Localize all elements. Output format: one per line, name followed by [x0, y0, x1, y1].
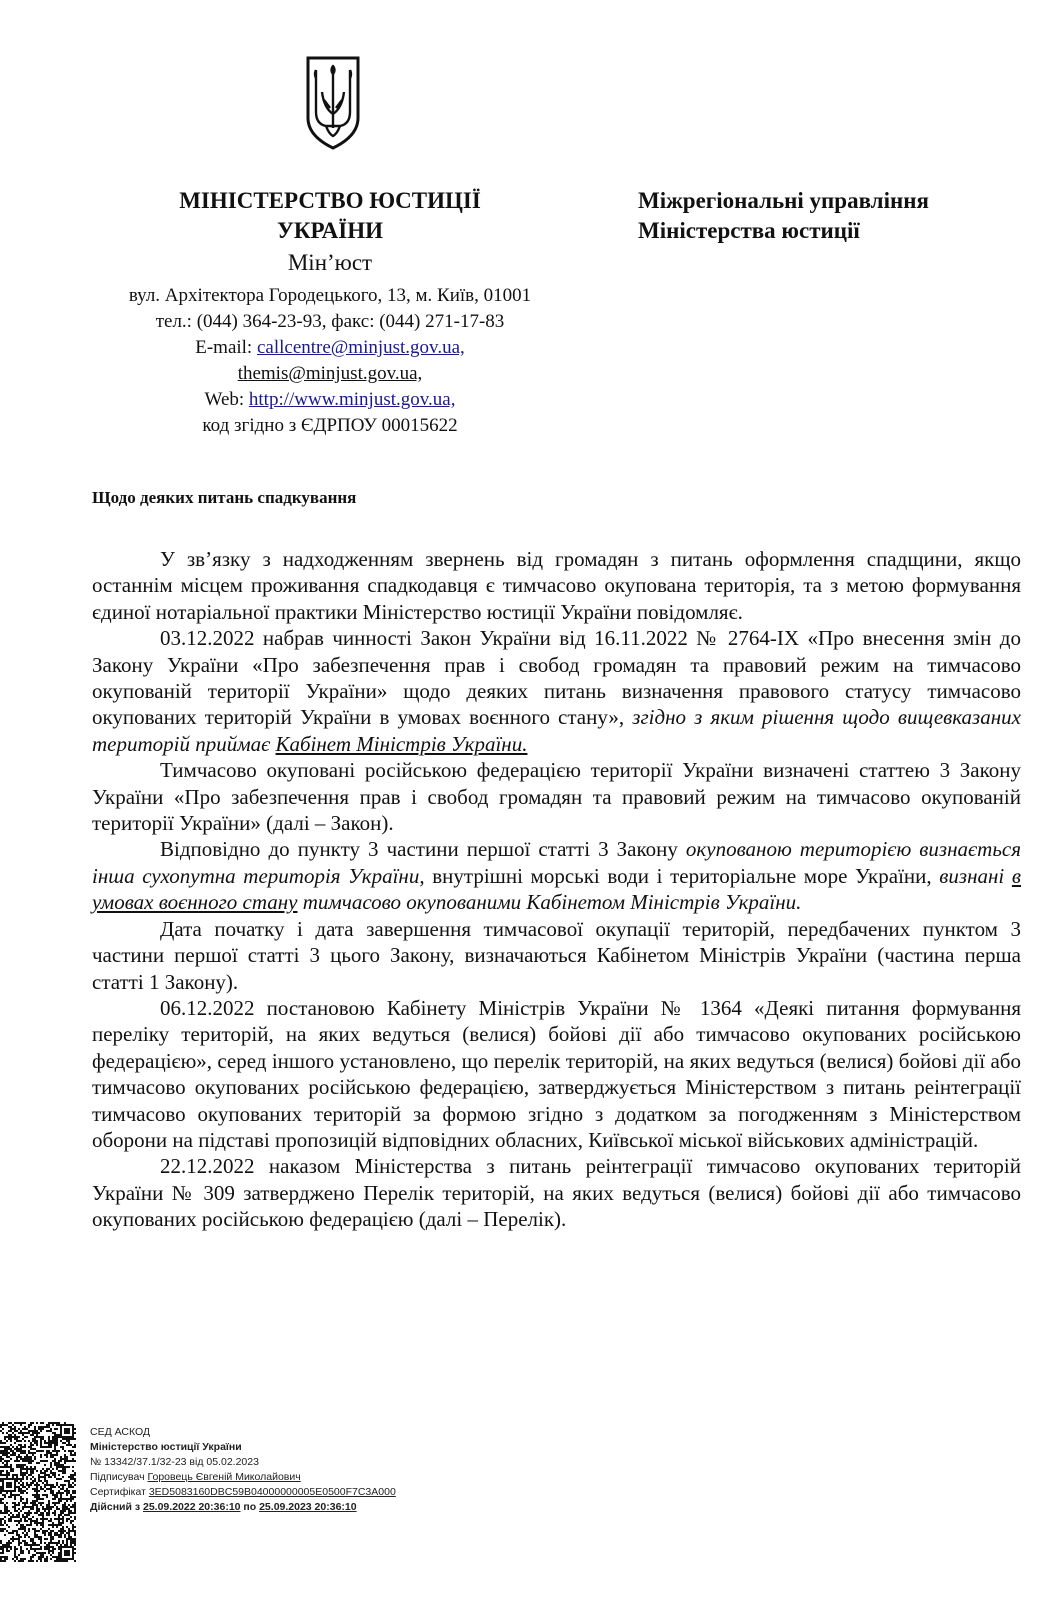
p4-italic-c: тимчасово окупованими Кабінетом Міністрів України.	[297, 890, 802, 915]
p4-text-a: Відповідно до пункту 3 частини першої статті 3 Закону	[160, 837, 686, 862]
p4-italic-underlined: в умовах воєнного стану	[92, 863, 1021, 915]
paragraph-6: 06.12.2022 постановою Кабінету Міністрів України № 1364 «Деякі питання формування переліку територій, на яких ведуться (велися) бойові дії або тимчасово окупованих російською федерацією», серед іншого установлено, що перелік територій, на яких ведуться (велися) бойові дії або тимчасово окупованих російською федерацією, затверджується Міністерством з питань реінтеграції тимчасово окупованих територій за формою згідно з додатком за погодженням з Міністерством оборони на підставі пропозицій відповідних обласних, Київської міської військових адміністрацій.	[92, 995, 1021, 1152]
sed-registration: № 13342/37.1/32-23 від 05.02.2023	[90, 1456, 259, 1468]
paragraph-2	[92, 625, 1021, 757]
ministry-edrpou: код згідно з ЄДРПОУ 00015622	[202, 415, 458, 436]
p4-text-b: , внутрішні морські води і територіальне море України,	[419, 863, 940, 888]
paragraph-7: 22.12.2022 наказом Міністерства з питань реінтеграції тимчасово окупованих територій України № 309 затверджено Перелік територій, на яких ведуться (велися) бойові дії або тимчасово окупованих російською федерацією (далі – Перелік).	[92, 1154, 1021, 1232]
addressee	[638, 186, 1038, 246]
e-signature-stamp	[90, 1425, 396, 1515]
email-link-themis[interactable]: themis@minjust.gov.ua,	[237, 363, 423, 384]
paragraph-4	[92, 836, 1021, 915]
paragraph-3: Тимчасово окуповані російською федерацією території України визначені статтею 3 Закону України «Про забезпечення прав і свобод громадян та правовий режим на тимчасово окупованій території України» (далі – Закон).	[92, 758, 1021, 836]
sed-system: СЕД АСКОД	[90, 1426, 151, 1438]
cert-id: 3ED5083160DBC59B04000000005E0500F7C3A000	[148, 1486, 396, 1498]
ministry-email-line2	[60, 361, 600, 387]
valid-label: Дійсний з	[90, 1501, 143, 1513]
ministry-short-name: Мін’юст	[287, 250, 373, 275]
p4-italic-b: визнані	[939, 863, 1012, 888]
valid-to: 25.09.2023 20:36:10	[259, 1501, 357, 1513]
p4-italic-a: окупованою територією визнається інша сухопутна територія України	[92, 837, 1021, 888]
valid-mid: по	[240, 1501, 260, 1513]
email-link-callcentre[interactable]: callcentre@minjust.gov.ua,	[256, 337, 465, 358]
ministry-phone: тел.: (044) 364-23-93, факс: (044) 271-17-83	[155, 311, 505, 332]
paragraph-1: У зв’язку з надходженням звернень від громадян з питань оформлення спадщини, якщо останнім місцем проживання спадкодавця є тимчасово окупована територія, та з метою формування єдиної нотаріальної практики Міністерство юстиції України повідомляє.	[92, 547, 1021, 624]
letter-body	[92, 546, 1021, 1233]
ministry-name-line2: УКРАЇНИ	[276, 218, 383, 243]
ministry-address: вул. Архітектора Городецького, 13, м. Київ, 01001	[128, 285, 532, 306]
signer-name: Горовець Євгеній Миколайович	[147, 1471, 301, 1483]
sed-signer-line	[90, 1470, 396, 1485]
ministry-web-line	[60, 387, 600, 413]
valid-from: 25.09.2022 20:36:10	[143, 1501, 241, 1513]
web-label: Web:	[204, 389, 249, 410]
sed-organization: Міністерство юстиції України	[90, 1441, 242, 1453]
p2-italic: згідно з яким рішення щодо вищевказаних територій приймає	[92, 705, 1021, 756]
sed-validity-line	[90, 1500, 396, 1515]
ministry-email-line	[60, 335, 600, 361]
web-link[interactable]: http://www.minjust.gov.ua,	[248, 389, 456, 410]
addressee-line2: Міністерства юстиції	[638, 218, 860, 243]
letter-subject: Щодо деяких питань спадкування	[92, 488, 357, 507]
addressee-line1: Міжрегіональні управління	[638, 188, 929, 213]
email-label: E-mail:	[195, 337, 257, 358]
cert-label: Сертифікат	[90, 1486, 149, 1498]
sed-certificate-line	[90, 1485, 396, 1500]
ministry-name	[60, 186, 600, 246]
p2-text: 03.12.2022 набрав чинності Закон України від 16.11.2022 № 2764-IX «Про внесення змін до Закону України «Про забезпечення прав і свобод громадян та правовий режим на тимчасово окупованій території України» щодо деяких питань визначення правового статусу тимчасово окупованих територій України в умовах воєнного стану»,	[92, 626, 1021, 730]
qr-code-icon	[0, 1422, 76, 1562]
ministry-name-line1: МІНІСТЕРСТВО ЮСТИЦІЇ	[179, 188, 481, 213]
p2-italic-underlined: Кабінет Міністрів України.	[275, 731, 528, 756]
paragraph-5: Дата початку і дата завершення тимчасової окупації територій, передбачених пунктом 3 частини першої статті 3 цього Закону, визначаються Кабінетом Міністрів України (частина перша статті 1 Закону).	[92, 916, 1021, 994]
coat-of-arms-icon	[302, 52, 364, 152]
signer-label: Підписувач	[90, 1471, 148, 1483]
